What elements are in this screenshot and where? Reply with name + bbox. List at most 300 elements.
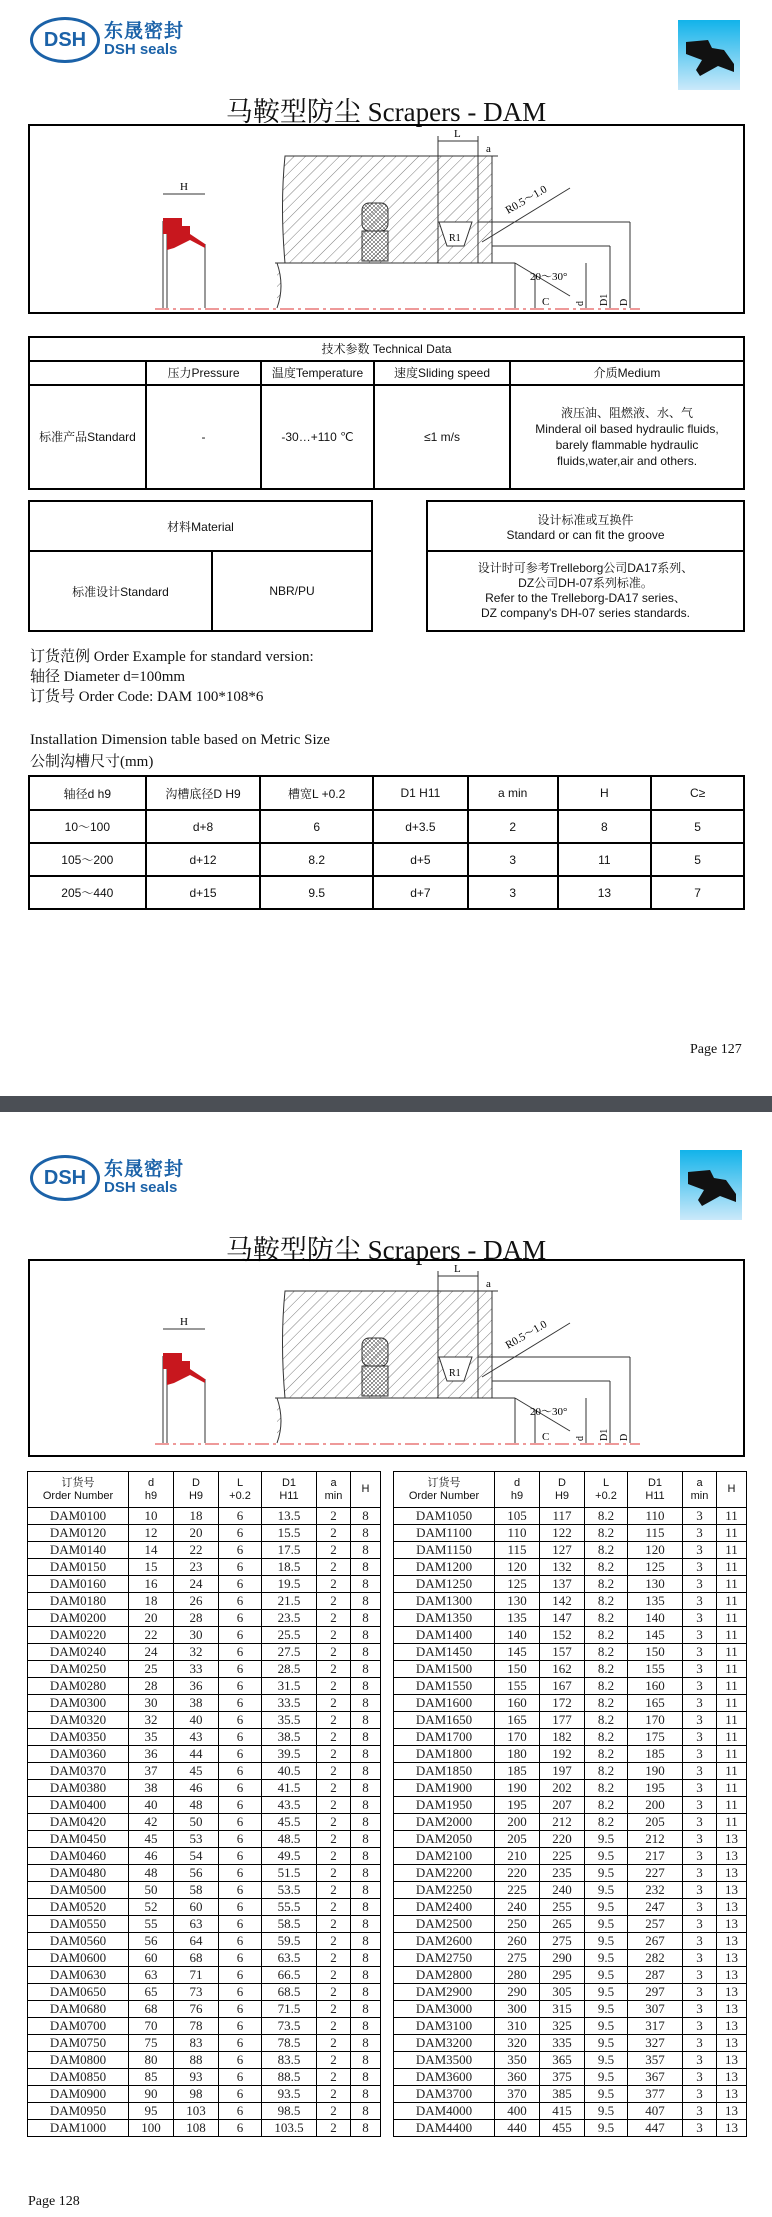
- logo-cn: 东晟密封: [104, 1159, 185, 1181]
- scraper-profile-icon: [680, 1150, 742, 1220]
- dim-cell: 42: [129, 1814, 174, 1831]
- dim-cell: 175: [628, 1729, 683, 1746]
- dim-cell: 3: [683, 1644, 717, 1661]
- dim-cell: 3: [683, 1661, 717, 1678]
- dim-cell: 55: [129, 1916, 174, 1933]
- dim-cell: 400: [495, 2103, 540, 2120]
- dim-cell: 227: [628, 1865, 683, 1882]
- table-row: [29, 843, 744, 876]
- dim-cell: 50: [129, 1882, 174, 1899]
- dim-cell: 6: [219, 1797, 262, 1814]
- dim-cell: 305: [540, 1984, 585, 2001]
- dim-cell: 357: [628, 2052, 683, 2069]
- table-row: [394, 1644, 747, 1661]
- table-row: [28, 2035, 381, 2052]
- dim-header: [585, 1472, 628, 1508]
- table-row: [394, 2018, 747, 2035]
- dim-cell: 9.5: [585, 2001, 628, 2018]
- dim-cell: 3: [683, 1967, 717, 1984]
- order-number: DAM1050: [394, 1508, 495, 1525]
- install-cell: d+7: [373, 876, 468, 909]
- dim-cell: 3: [683, 1593, 717, 1610]
- material-table: [28, 500, 373, 632]
- dim-cell: 48: [129, 1865, 174, 1882]
- dim-cell: 300: [495, 2001, 540, 2018]
- groove-header: [427, 501, 744, 551]
- dim-cell: 6: [219, 1933, 262, 1950]
- order-number: DAM0420: [28, 1814, 129, 1831]
- dim-cell: 9.5: [585, 2103, 628, 2120]
- order-number: DAM2050: [394, 1831, 495, 1848]
- dim-cell: 8: [351, 1899, 381, 1916]
- dim-cell: 11: [717, 1593, 747, 1610]
- dim-cell: 2: [317, 1882, 351, 1899]
- dim-cell: 122: [540, 1525, 585, 1542]
- dim-cell: 6: [219, 1780, 262, 1797]
- order-number: DAM0320: [28, 1712, 129, 1729]
- dim-cell: 152: [540, 1627, 585, 1644]
- dim-cell: 50: [174, 1814, 219, 1831]
- seal-installation-drawing: [30, 126, 742, 316]
- dim-cell: 220: [495, 1865, 540, 1882]
- dim-cell: 2: [317, 1576, 351, 1593]
- dim-cell: 275: [495, 1950, 540, 1967]
- dim-cell: 2: [317, 1627, 351, 1644]
- logo-cn: 东晟密封: [104, 21, 185, 43]
- order-number: DAM0350: [28, 1729, 129, 1746]
- dim-h-label: H: [180, 181, 188, 193]
- logo-mark: DSH: [30, 17, 100, 63]
- dim-cell: 11: [717, 1644, 747, 1661]
- dim-cell: 325: [540, 2018, 585, 2035]
- dim-cell: 9.5: [585, 2052, 628, 2069]
- logo-en: DSH seals: [104, 41, 178, 59]
- order-number: DAM0100: [28, 1508, 129, 1525]
- order-number: DAM0140: [28, 1542, 129, 1559]
- dim-cell: 16: [129, 1576, 174, 1593]
- dim-cell: 9.5: [585, 2018, 628, 2035]
- dim-cell: 315: [540, 2001, 585, 2018]
- dim-d1-label: D1: [599, 1428, 610, 1441]
- dim-header: [540, 1472, 585, 1508]
- dim-cell: 26: [174, 1593, 219, 1610]
- dim-cell: 282: [628, 1950, 683, 1967]
- dim-cell: 32: [174, 1644, 219, 1661]
- dim-cell: 327: [628, 2035, 683, 2052]
- dim-header-bottom: Order Number: [408, 1489, 480, 1502]
- dim-header-bottom: min: [690, 1489, 709, 1502]
- install-cell: d+8: [146, 810, 261, 843]
- dim-cell: 3: [683, 1865, 717, 1882]
- dim-cell: 3: [683, 1729, 717, 1746]
- dim-cell: 2: [317, 2086, 351, 2103]
- dim-header-top: d: [147, 1476, 155, 1489]
- dim-cell: 290: [540, 1950, 585, 1967]
- dim-cell: 205: [628, 1814, 683, 1831]
- table-row: [394, 2069, 747, 2086]
- dim-cell: 2: [317, 1865, 351, 1882]
- dim-header-bottom: Order Number: [42, 1489, 114, 1502]
- dim-cell: 33: [174, 1661, 219, 1678]
- col-pressure: 压力Pressure: [146, 361, 261, 385]
- dim-cell: 15.5: [262, 1525, 317, 1542]
- dim-cell: 185: [495, 1763, 540, 1780]
- order-number: DAM0450: [28, 1831, 129, 1848]
- dim-cell: 447: [628, 2120, 683, 2137]
- table-row: [394, 1780, 747, 1797]
- dim-cell: 240: [540, 1882, 585, 1899]
- order-example-diameter: 轴径 Diameter d=100mm: [30, 669, 186, 685]
- table-row: [394, 2052, 747, 2069]
- dim-cell: 65: [129, 1984, 174, 2001]
- order-number: DAM0650: [28, 1984, 129, 2001]
- dim-cell: 3: [683, 1814, 717, 1831]
- order-number: DAM1400: [394, 1627, 495, 1644]
- dim-cell: 2: [317, 1950, 351, 1967]
- dim-cell: 8: [351, 1695, 381, 1712]
- table-row: [394, 2086, 747, 2103]
- dim-cell: 56: [129, 1933, 174, 1950]
- dim-cell: 8: [351, 1542, 381, 1559]
- dim-cell: 115: [628, 1525, 683, 1542]
- dim-cell: 105: [495, 1508, 540, 1525]
- order-number: DAM0250: [28, 1661, 129, 1678]
- dim-cell: 40: [174, 1712, 219, 1729]
- dim-cell: 157: [540, 1644, 585, 1661]
- page-title: 马鞍型防尘 Scrapers - DAM: [225, 1235, 547, 1265]
- dim-cell: 8.2: [585, 1559, 628, 1576]
- dim-cell: 8: [351, 1661, 381, 1678]
- order-number: DAM0370: [28, 1763, 129, 1780]
- dim-cell: 3: [683, 1508, 717, 1525]
- table-row: [394, 2001, 747, 2018]
- dim-header: [219, 1472, 262, 1508]
- dim-cell: 2: [317, 1712, 351, 1729]
- page-number: Page 127: [690, 1042, 742, 1057]
- dim-cell: 160: [628, 1678, 683, 1695]
- logo-mark: DSH: [30, 1155, 100, 1201]
- dim-cell: 130: [628, 1576, 683, 1593]
- dim-cell: 8: [351, 1559, 381, 1576]
- table-row: [394, 1542, 747, 1559]
- dim-cell: 407: [628, 2103, 683, 2120]
- dim-cell: 8: [351, 1678, 381, 1695]
- dim-cell: 8: [351, 2035, 381, 2052]
- dim-cell: 3: [683, 2069, 717, 2086]
- install-cell: 8.2: [260, 843, 373, 876]
- table-row: [28, 1797, 381, 1814]
- dim-cell: 335: [540, 2035, 585, 2052]
- dim-cell: 93.5: [262, 2086, 317, 2103]
- dim-header-bottom: min: [324, 1489, 343, 1502]
- dim-cell: 8: [351, 1865, 381, 1882]
- dim-cell: 8.2: [585, 1746, 628, 1763]
- table-row: [28, 2120, 381, 2137]
- table-row: [394, 1661, 747, 1678]
- dim-cell: 103: [174, 2103, 219, 2120]
- dim-cell: 235: [540, 1865, 585, 1882]
- dim-cell: 9.5: [585, 1831, 628, 1848]
- dim-cell: 66.5: [262, 1967, 317, 1984]
- dim-cell: 13: [717, 2086, 747, 2103]
- dim-cell: 2: [317, 2001, 351, 2018]
- order-number: DAM1600: [394, 1695, 495, 1712]
- order-number: DAM0680: [28, 2001, 129, 2018]
- dim-cell: 11: [717, 1525, 747, 1542]
- dim-cell: 90: [129, 2086, 174, 2103]
- dim-cell: 6: [219, 2018, 262, 2035]
- dim-header-bottom: H11: [279, 1489, 299, 1502]
- dim-cell: 6: [219, 1525, 262, 1542]
- order-number: DAM2000: [394, 1814, 495, 1831]
- dim-header-top: a: [330, 1476, 337, 1489]
- dim-header-top: D1: [647, 1476, 663, 1489]
- dim-cell: 53: [174, 1831, 219, 1848]
- dim-cell: 27.5: [262, 1644, 317, 1661]
- dim-dd-label: D: [619, 298, 630, 306]
- dim-cell: 13: [717, 1950, 747, 1967]
- table-row: [28, 1678, 381, 1695]
- dim-cell: 17.5: [262, 1542, 317, 1559]
- dim-cell: 88.5: [262, 2069, 317, 2086]
- dim-cell: 320: [495, 2035, 540, 2052]
- order-number: DAM4400: [394, 2120, 495, 2137]
- dim-cell: 165: [495, 1712, 540, 1729]
- dim-cell: 232: [628, 1882, 683, 1899]
- dim-cell: 307: [628, 2001, 683, 2018]
- dim-cell: 63: [174, 1916, 219, 1933]
- order-number: DAM0180: [28, 1593, 129, 1610]
- page-separator: [0, 1096, 772, 1112]
- dim-cell: 13: [717, 2035, 747, 2052]
- dim-cell: 25.5: [262, 1627, 317, 1644]
- dim-cell: 56: [174, 1865, 219, 1882]
- table-row: [28, 2001, 381, 2018]
- order-number: DAM0500: [28, 1882, 129, 1899]
- dim-cell: 385: [540, 2086, 585, 2103]
- dim-cell: 37: [129, 1763, 174, 1780]
- dim-cell: 93: [174, 2069, 219, 2086]
- dim-cell: 8.2: [585, 1814, 628, 1831]
- order-number: DAM2250: [394, 1882, 495, 1899]
- angle-label: 20～30°: [530, 271, 568, 283]
- dim-cell: 217: [628, 1848, 683, 1865]
- dim-cell: 15: [129, 1559, 174, 1576]
- dim-cell: 6: [219, 1627, 262, 1644]
- dim-cell: 132: [540, 1559, 585, 1576]
- dim-cell: 130: [495, 1593, 540, 1610]
- dim-cell: 68: [129, 2001, 174, 2018]
- install-header: 轴径d h9: [29, 776, 146, 810]
- dim-cell: 172: [540, 1695, 585, 1712]
- dim-cell: 137: [540, 1576, 585, 1593]
- groove-line: 设计时可参考Trelleborg公司DA17系列、: [477, 561, 694, 575]
- dim-cell: 3: [683, 2018, 717, 2035]
- dim-cell: 11: [717, 1576, 747, 1593]
- groove-standard-table: [426, 500, 745, 632]
- install-cell: 2: [468, 810, 558, 843]
- dim-header-bottom: H11: [645, 1489, 665, 1502]
- dim-cell: 8.2: [585, 1712, 628, 1729]
- dim-cell: 45: [129, 1831, 174, 1848]
- dim-l-label: L: [454, 128, 461, 140]
- dim-cell: 2: [317, 2035, 351, 2052]
- dim-cell: 35: [129, 1729, 174, 1746]
- dim-cell: 6: [219, 1678, 262, 1695]
- dim-cell: 8: [351, 1916, 381, 1933]
- install-dimension-table: [28, 775, 745, 910]
- dim-cell: 48: [174, 1797, 219, 1814]
- dim-cell: 2: [317, 1661, 351, 1678]
- dim-cell: 85: [129, 2069, 174, 2086]
- dim-cell: 3: [683, 1882, 717, 1899]
- dim-cell: 35.5: [262, 1712, 317, 1729]
- dim-cell: 98: [174, 2086, 219, 2103]
- table-row: [394, 2035, 747, 2052]
- order-number: DAM0460: [28, 1848, 129, 1865]
- dim-cell: 2: [317, 1644, 351, 1661]
- dim-cell: 11: [717, 1780, 747, 1797]
- dim-dd-label: D: [619, 1433, 630, 1441]
- dim-cell: 287: [628, 1967, 683, 1984]
- dim-cell: 28: [129, 1678, 174, 1695]
- dim-cell: 10: [129, 1508, 174, 1525]
- dim-cell: 40.5: [262, 1763, 317, 1780]
- install-cell: 5: [651, 843, 744, 876]
- order-number: DAM0160: [28, 1576, 129, 1593]
- temperature-value: -30…+110 ℃: [261, 385, 374, 489]
- dim-cell: 30: [174, 1627, 219, 1644]
- dim-cell: 3: [683, 1610, 717, 1627]
- dim-cell: 6: [219, 1763, 262, 1780]
- dim-cell: 162: [540, 1661, 585, 1678]
- dim-cell: 415: [540, 2103, 585, 2120]
- table-row: [394, 1729, 747, 1746]
- order-number: DAM0900: [28, 2086, 129, 2103]
- dim-cell: 440: [495, 2120, 540, 2137]
- install-header: 沟槽底径D H9: [146, 776, 261, 810]
- dim-cell: 6: [219, 2120, 262, 2137]
- order-number: DAM0950: [28, 2103, 129, 2120]
- dim-cell: 135: [495, 1610, 540, 1627]
- dim-cell: 140: [628, 1610, 683, 1627]
- dim-cell: 150: [628, 1644, 683, 1661]
- dim-cell: 21.5: [262, 1593, 317, 1610]
- table-row: [28, 1780, 381, 1797]
- dim-header-top: L: [602, 1476, 610, 1489]
- dim-cell: 2: [317, 1610, 351, 1627]
- table-row: [28, 1559, 381, 1576]
- order-number: DAM0300: [28, 1695, 129, 1712]
- dim-cell: 8.2: [585, 1780, 628, 1797]
- dim-cell: 220: [540, 1831, 585, 1848]
- dim-cell: 3: [683, 1848, 717, 1865]
- dim-cell: 160: [495, 1695, 540, 1712]
- dim-cell: 9.5: [585, 1848, 628, 1865]
- table-row: [394, 2120, 747, 2137]
- dim-cell: 6: [219, 1984, 262, 2001]
- order-number: DAM0120: [28, 1525, 129, 1542]
- row-label: 标准产品Standard: [29, 385, 146, 489]
- order-number: DAM1650: [394, 1712, 495, 1729]
- dim-c-label: C: [542, 1431, 550, 1443]
- dim-cell: 195: [495, 1797, 540, 1814]
- order-number: DAM0400: [28, 1797, 129, 1814]
- page-title: 马鞍型防尘 Scrapers - DAM: [225, 97, 547, 127]
- order-number: DAM1250: [394, 1576, 495, 1593]
- dim-cell: 212: [540, 1814, 585, 1831]
- dim-cell: 165: [628, 1695, 683, 1712]
- dim-cell: 8: [351, 2069, 381, 2086]
- pressure-value: -: [146, 385, 261, 489]
- order-number: DAM0700: [28, 2018, 129, 2035]
- dim-cell: 13: [717, 2052, 747, 2069]
- seal-profile: [163, 1316, 205, 1443]
- order-number: DAM1850: [394, 1763, 495, 1780]
- dim-cell: 13: [717, 1882, 747, 1899]
- dim-cell: 19.5: [262, 1576, 317, 1593]
- seal-installation-drawing: [30, 1261, 742, 1451]
- dim-header-bottom: H9: [554, 1489, 570, 1502]
- dim-header: [628, 1472, 683, 1508]
- dim-cell: 32: [129, 1712, 174, 1729]
- dim-cell: 190: [495, 1780, 540, 1797]
- dim-header: [683, 1472, 717, 1508]
- order-number: DAM1200: [394, 1559, 495, 1576]
- dim-cell: 275: [540, 1933, 585, 1950]
- dim-cell: 43.5: [262, 1797, 317, 1814]
- dim-cell: 375: [540, 2069, 585, 2086]
- dim-cell: 145: [495, 1644, 540, 1661]
- dim-cell: 167: [540, 1678, 585, 1695]
- dim-cell: 46: [129, 1848, 174, 1865]
- groove-header-en: Standard or can fit the groove: [506, 527, 665, 542]
- dim-cell: 8: [351, 1882, 381, 1899]
- dim-cell: 18: [129, 1593, 174, 1610]
- dim-cell: 2: [317, 2120, 351, 2137]
- dim-l-label: L: [454, 1263, 461, 1275]
- dim-cell: 2: [317, 2052, 351, 2069]
- dim-cell: 30: [129, 1695, 174, 1712]
- install-cell: 5: [651, 810, 744, 843]
- table-row: [28, 2103, 381, 2120]
- dim-cell: 200: [628, 1797, 683, 1814]
- dim-cell: 200: [495, 1814, 540, 1831]
- dim-a-label: a: [486, 143, 491, 155]
- dim-cell: 9.5: [585, 1882, 628, 1899]
- dim-cell: 8.2: [585, 1729, 628, 1746]
- dim-cell: 6: [219, 1559, 262, 1576]
- dim-cell: 55.5: [262, 1899, 317, 1916]
- dim-header-top: L: [236, 1476, 244, 1489]
- order-number: DAM1550: [394, 1678, 495, 1695]
- dim-header-top: D: [192, 1476, 200, 1489]
- table-row: [28, 1610, 381, 1627]
- dim-cell: 350: [495, 2052, 540, 2069]
- dim-cell: 250: [495, 1916, 540, 1933]
- medium-line: Minderal oil based hydraulic fluids,: [535, 422, 719, 436]
- dim-cell: 6: [219, 1899, 262, 1916]
- dim-cell: 13: [717, 2001, 747, 2018]
- dim-cell: 39.5: [262, 1746, 317, 1763]
- dim-cell: 120: [495, 1559, 540, 1576]
- dim-cell: 11: [717, 1627, 747, 1644]
- dim-header-bottom: h9: [144, 1489, 158, 1502]
- order-example-code: 订货号 Order Code: DAM 100*108*6: [30, 689, 264, 705]
- install-cell: d+12: [146, 843, 261, 876]
- dim-cell: 59.5: [262, 1933, 317, 1950]
- install-header: C≥: [651, 776, 744, 810]
